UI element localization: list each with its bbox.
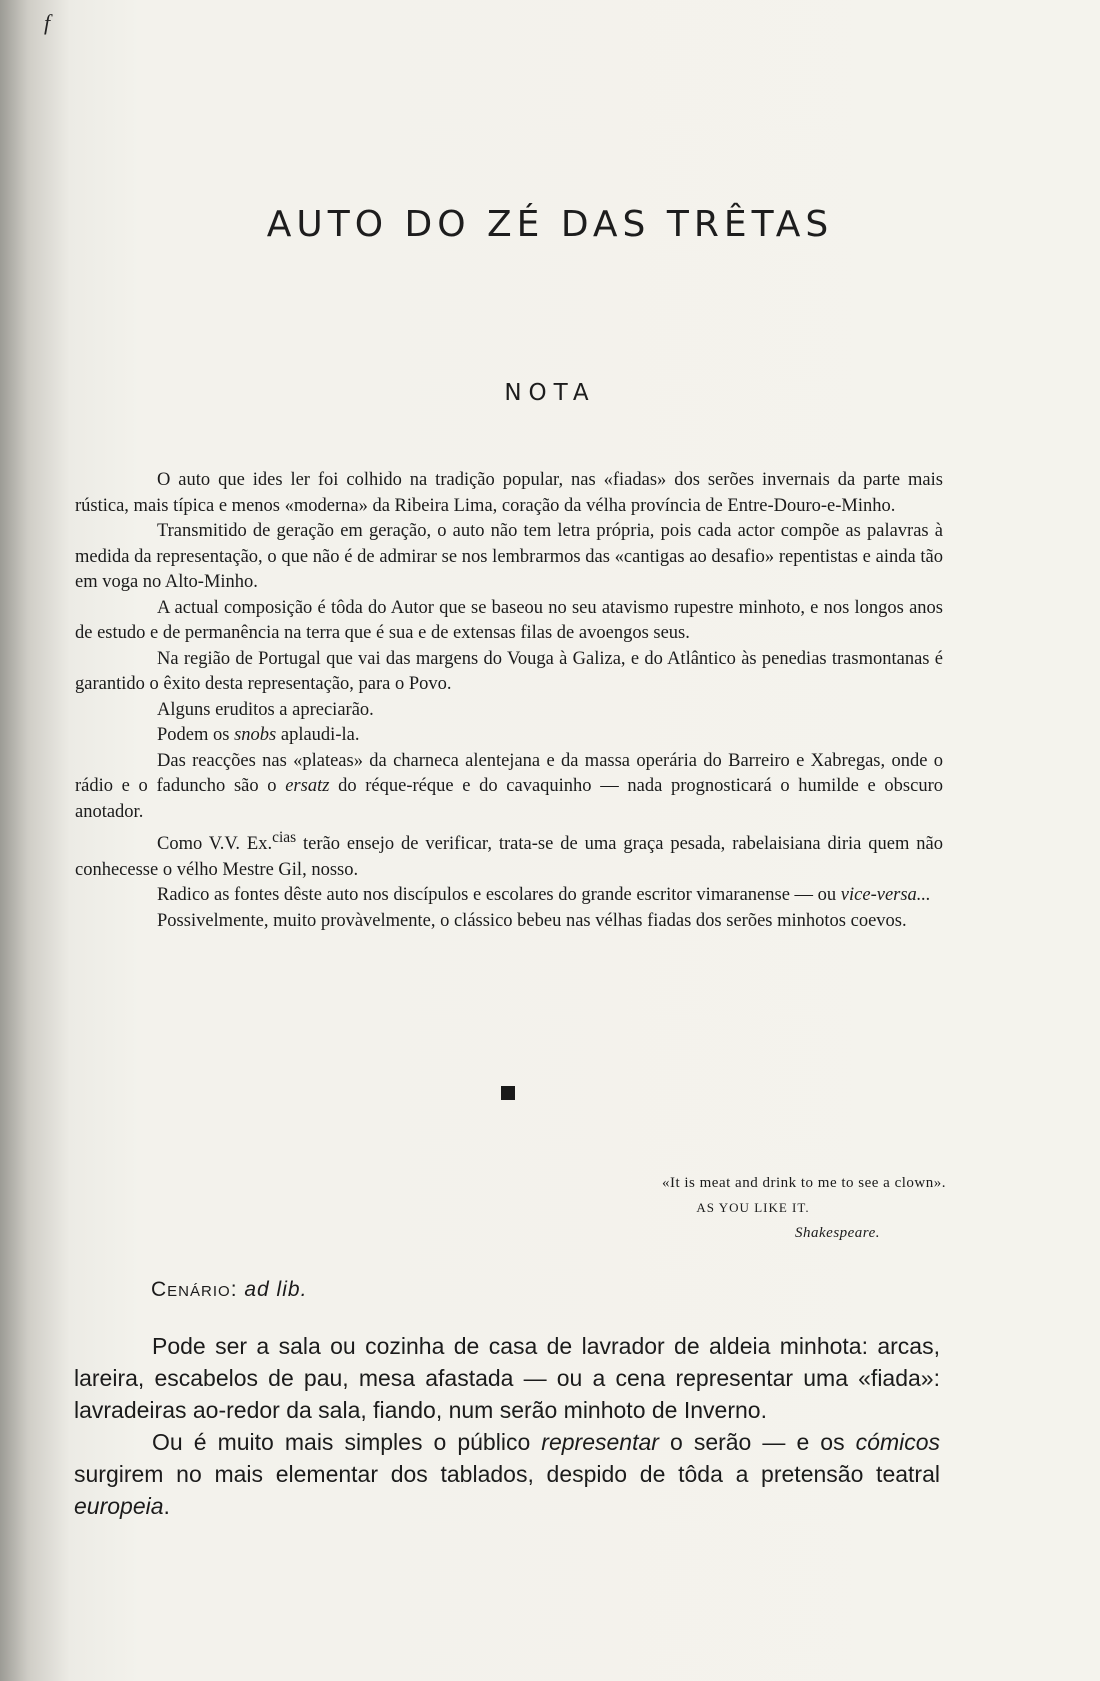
italic-run: snobs xyxy=(234,725,277,745)
italic-run: europeia xyxy=(74,1493,164,1519)
italic-run: vice-versa... xyxy=(840,885,931,906)
text-run: Radico as fontes dêste auto nos discípulos e escolares do grande escritor vimaranense — ou xyxy=(157,885,841,906)
note-paragraph: Alguns eruditos a apreciarão. xyxy=(157,699,374,720)
text-run: . xyxy=(163,1493,170,1519)
italic-run: ersatz xyxy=(285,776,330,796)
page-title: AUTO DO ZÉ DAS TRÊTAS xyxy=(266,204,834,245)
epigraph xyxy=(500,1170,946,1246)
note-paragraph: Na região de Portugal que vai das margens do Vouga à Galiza, e do Atlântico às penedias trasmontanas é garantido o êxito desta representação, para o Povo. xyxy=(75,648,943,694)
text-run: do réque-réque e do cavaquinho — nada prognosticará o humilde e obscuro anotador. xyxy=(75,776,943,822)
note-paragraph: Possivelmente, muito provàvelmente, o clássico bebeu nas vélhas fiadas dos serões minhotos coevos. xyxy=(157,910,907,931)
note-paragraph xyxy=(75,825,943,883)
note-paragraph: O auto que ides ler foi colhido na tradição popular, nas «fiadas» dos serões invernais da parte mais rústica, mais típica e menos «moderna» da Ribeira Lima, coração da vélha província de Entre-Douro-e-Minho. xyxy=(75,470,943,516)
text-run: Ou é muito mais simples o público xyxy=(152,1429,542,1455)
note-paragraph: A actual composição é tôda do Autor que se baseou no seu atavismo rupestre minhoto, e nos longos anos de estudo e de permanência na terra que é sua e de extensas filas de avoengos seus. xyxy=(75,597,943,643)
epigraph-source: AS YOU LIKE IT. xyxy=(696,1200,810,1215)
text-run: aplaudi-la. xyxy=(276,725,360,745)
superscript-run: cias xyxy=(272,829,297,846)
epigraph-quote: «It is meat and drink to me to see a clown». xyxy=(661,1175,946,1191)
stage-paragraph xyxy=(74,1426,940,1522)
section-heading: NOTA xyxy=(504,380,596,406)
note-paragraph xyxy=(75,883,943,909)
italic-run: representar xyxy=(541,1429,659,1455)
text-run: terão ensejo de verificar, trata-se de uma graça pesada, rabelaisiana diria quem não conhecesse o vélho Mestre Gil, nosso. xyxy=(75,834,943,880)
scenery-value: ad lib. xyxy=(244,1278,308,1301)
corner-mark: f xyxy=(44,10,51,35)
note-body xyxy=(75,468,943,934)
text-run: Como V.V. Ex. xyxy=(157,834,273,855)
text-run: o serão — e os xyxy=(658,1429,856,1455)
text-run: surgirem no mais elementar dos tablados, despido de tôda a pretensão teatral xyxy=(74,1461,940,1487)
stage-paragraph: Pode ser a sala ou cozinha de casa de lavrador de aldeia minhota: arcas, lareira, escabelos de pau, mesa afastada — ou a cena representar uma «fiada»: lavradeiras ao-redor da sala, fiando, num serão minhoto de Inverno. xyxy=(74,1333,940,1423)
note-paragraph: Transmitido de geração em geração, o auto não tem letra própria, pois cada actor compõe as palavras à medida da representação, o que não é de admirar se nos lembrarmos das «cantigas ao desafio» repentistas e ainda tão em voga no Alto-Minho. xyxy=(75,521,943,592)
text-run: Das reacções nas «plateas» da charneca alentejana e da massa operária do Barreiro e Xabregas, onde o rádio e o faduncho são o xyxy=(75,750,943,796)
scenery-label: Cenário xyxy=(151,1278,231,1301)
note-paragraph xyxy=(75,749,943,826)
section-ornament xyxy=(501,1086,515,1100)
scenery-line xyxy=(151,1278,307,1302)
epigraph-author: Shakespeare. xyxy=(795,1225,880,1241)
scenery-separator: : xyxy=(230,1278,245,1301)
note-paragraph xyxy=(75,723,943,749)
stage-directions xyxy=(74,1330,940,1522)
italic-run: cómicos xyxy=(855,1429,941,1455)
text-run: Podem os xyxy=(157,725,235,745)
